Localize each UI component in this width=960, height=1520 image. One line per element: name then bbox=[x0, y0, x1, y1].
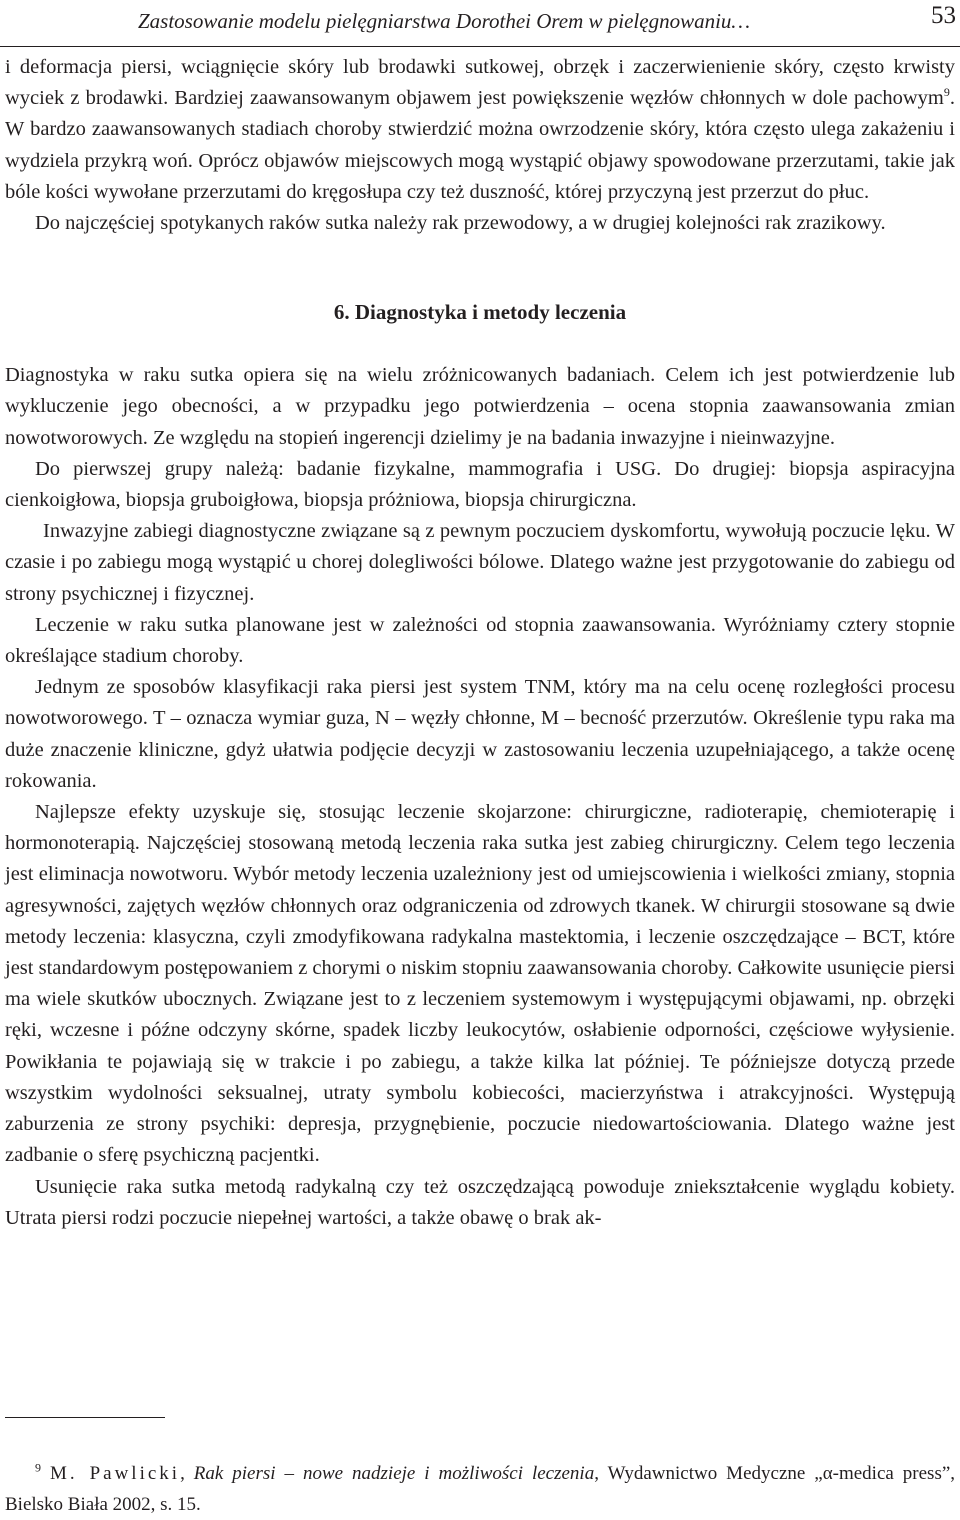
page-number: 53 bbox=[931, 2, 956, 29]
footnote-divider bbox=[5, 1417, 165, 1418]
footnote-text: $^9$ M. Pawlicki, Rak piersi – nowe nadzieje i możliwości leczenia, Wydawnictwo Medyczne „α-medica press”, Bielsko Biała 2002, s. 15. bbox=[5, 1460, 956, 1515]
paragraph: Diagnostyka w raku sutka opiera się na wielu zróżnicowanych badaniach. Celem ich jest potwierdzenie lub wykluczenie jego obecności, a w przypadku jego potwierdzenia – ocena stopnia zaawansowania zmian nowotworowych. Ze względu na stopień ingerencji dzielimy je na badania inwazyjne i nieinwazyjne. bbox=[5, 364, 955, 449]
footnote-title: Rak piersi – nowe nadzieje i możliwości leczenia bbox=[193, 1463, 595, 1484]
paragraph: Leczenie w raku sutka planowane jest w zależności od stopnia zaawansowania. Wyróżniamy cztery stopnie określające stadium choroby. bbox=[5, 613, 955, 668]
footnote-author: M. Pawlicki bbox=[49, 1463, 181, 1484]
footnote bbox=[5, 1458, 955, 1520]
paragraph: Inwazyjne zabiegi diagnostyczne związane są z pewnym poczuciem dyskomfortu, wywołują poczucie lęku. W czasie i po zabiegu mogą wystąpić u chorej dolegliwości bólowe. Dlatego ważne jest przygotowanie do zabiegu od strony psychicznej i fizycznej. bbox=[5, 520, 955, 605]
page-header bbox=[0, 0, 960, 47]
paragraph: Usunięcie raka sutka metodą radykalną czy też oszczędzającą powoduje zniekształcenie wyglądu kobiety. Utrata piersi rodzi poczucie niepełnej wartości, a także obawę o brak ak- bbox=[5, 1175, 955, 1229]
paragraph: Do najczęściej spotykanych raków sutka należy rak przewodowy, a w drugiej kolejności rak zrazikowy. bbox=[35, 212, 886, 235]
running-title: Zastosowanie modelu pielęgniarstwa Dorothei Orem w pielęgnowaniu… bbox=[138, 9, 751, 33]
paragraph: Najlepsze efekty uzyskuje się, stosując leczenie skojarzone: chirurgiczne, radioterapię, chemioterapię i hormonoterapią. Najczęściej stosowaną metodą leczenia raka sutka jest zabieg chirurgiczny. Celem tego leczenia jest eliminacja nowotworu. Wybór metody leczenia uzależniony jest od umiejscowienia i wielkości zmiany, stopnia agresywności, zajętych węzłów chłonnych oraz odgraniczenia od zdrowych tkanek. W chirurgii stosowane są dwie metody leczenia: klasyczna, czyli zmodyfikowana radykalna mastektomia, i leczenie oszczędzające – BCT, które jest standardowym postępowaniem z chorymi o niskim stopniu zaawansowania choroby. Całkowite usunięcie piersi ma wiele skutków ubocznych. Związane jest to z leczeniem systemowym i występującymi objawami, np. obrzęki ręki, wczesne i późne odczyny skórne, spadek liczby leukocytów, osłabienie odporności, częściowe wyłysienie. Powikłania te pojawiają się w trakcie i po zabiegu, a także kilka lat później. Te późniejsze dotyczą przede wszystkim wydolności seksualnej, utraty symbolu kobiecości, macierzyństwa i atrakcyjności. Występują zaburzenia ze strony psychiki: depresja, przygnębienie, poczucie niedowartościowania. Dlatego ważne jest zadbanie o sferę psychiczną pacjentki. bbox=[5, 801, 955, 1167]
footnote-reference: 9 bbox=[943, 85, 950, 100]
paragraph: i deformacja piersi, wciągnięcie skóry lub brodawki sutkowej, obrzęk i zaczerwienienie skóry, często krwisty wyciek z brodawki. Bardziej zaawansowanym objawem jest powiększenie węzłów chłonnych w dole pachowym$^9$. W bardzo zaawansowanych stadiach choroby stwierdzić można owrzodzenie skóry, która często ulega zakażeniu i wydziela przykrą woń. Oprócz objawów miejscowych mogą wystąpić objawy spowodowane przerzutami, takie jak bóle kości wywołane przerzutami do kręgosłupa czy też duszność, której przyczyną jest przerzut do płuc. bbox=[5, 56, 955, 203]
footnote-number: 9 bbox=[35, 1460, 41, 1475]
paragraph: Do pierwszej grupy należą: badanie fizykalne, mammografia i USG. Do drugiej: biopsja aspiracyjna cienkoigłowa, biopsja gruboigłowa, biopsja próżniowa, biopsja chirurgiczna. bbox=[5, 457, 955, 512]
section-heading: 6. Diagnostyka i metody leczenia bbox=[333, 300, 627, 325]
paragraph: Jednym ze sposobów klasyfikacji raka piersi jest system TNM, który ma na celu ocenę rozległości procesu nowotworowego. T – oznacza wymiar guza, N – węzły chłonne, M – becność przerzutów. Określenie typu raka ma duże znaczenie kliniczne, gdyż ułatwia podjęcie decyzji w zastosowaniu leczenia uzupełniającego, a także ocenę rokowania. bbox=[5, 676, 955, 792]
main-text bbox=[5, 52, 955, 1234]
